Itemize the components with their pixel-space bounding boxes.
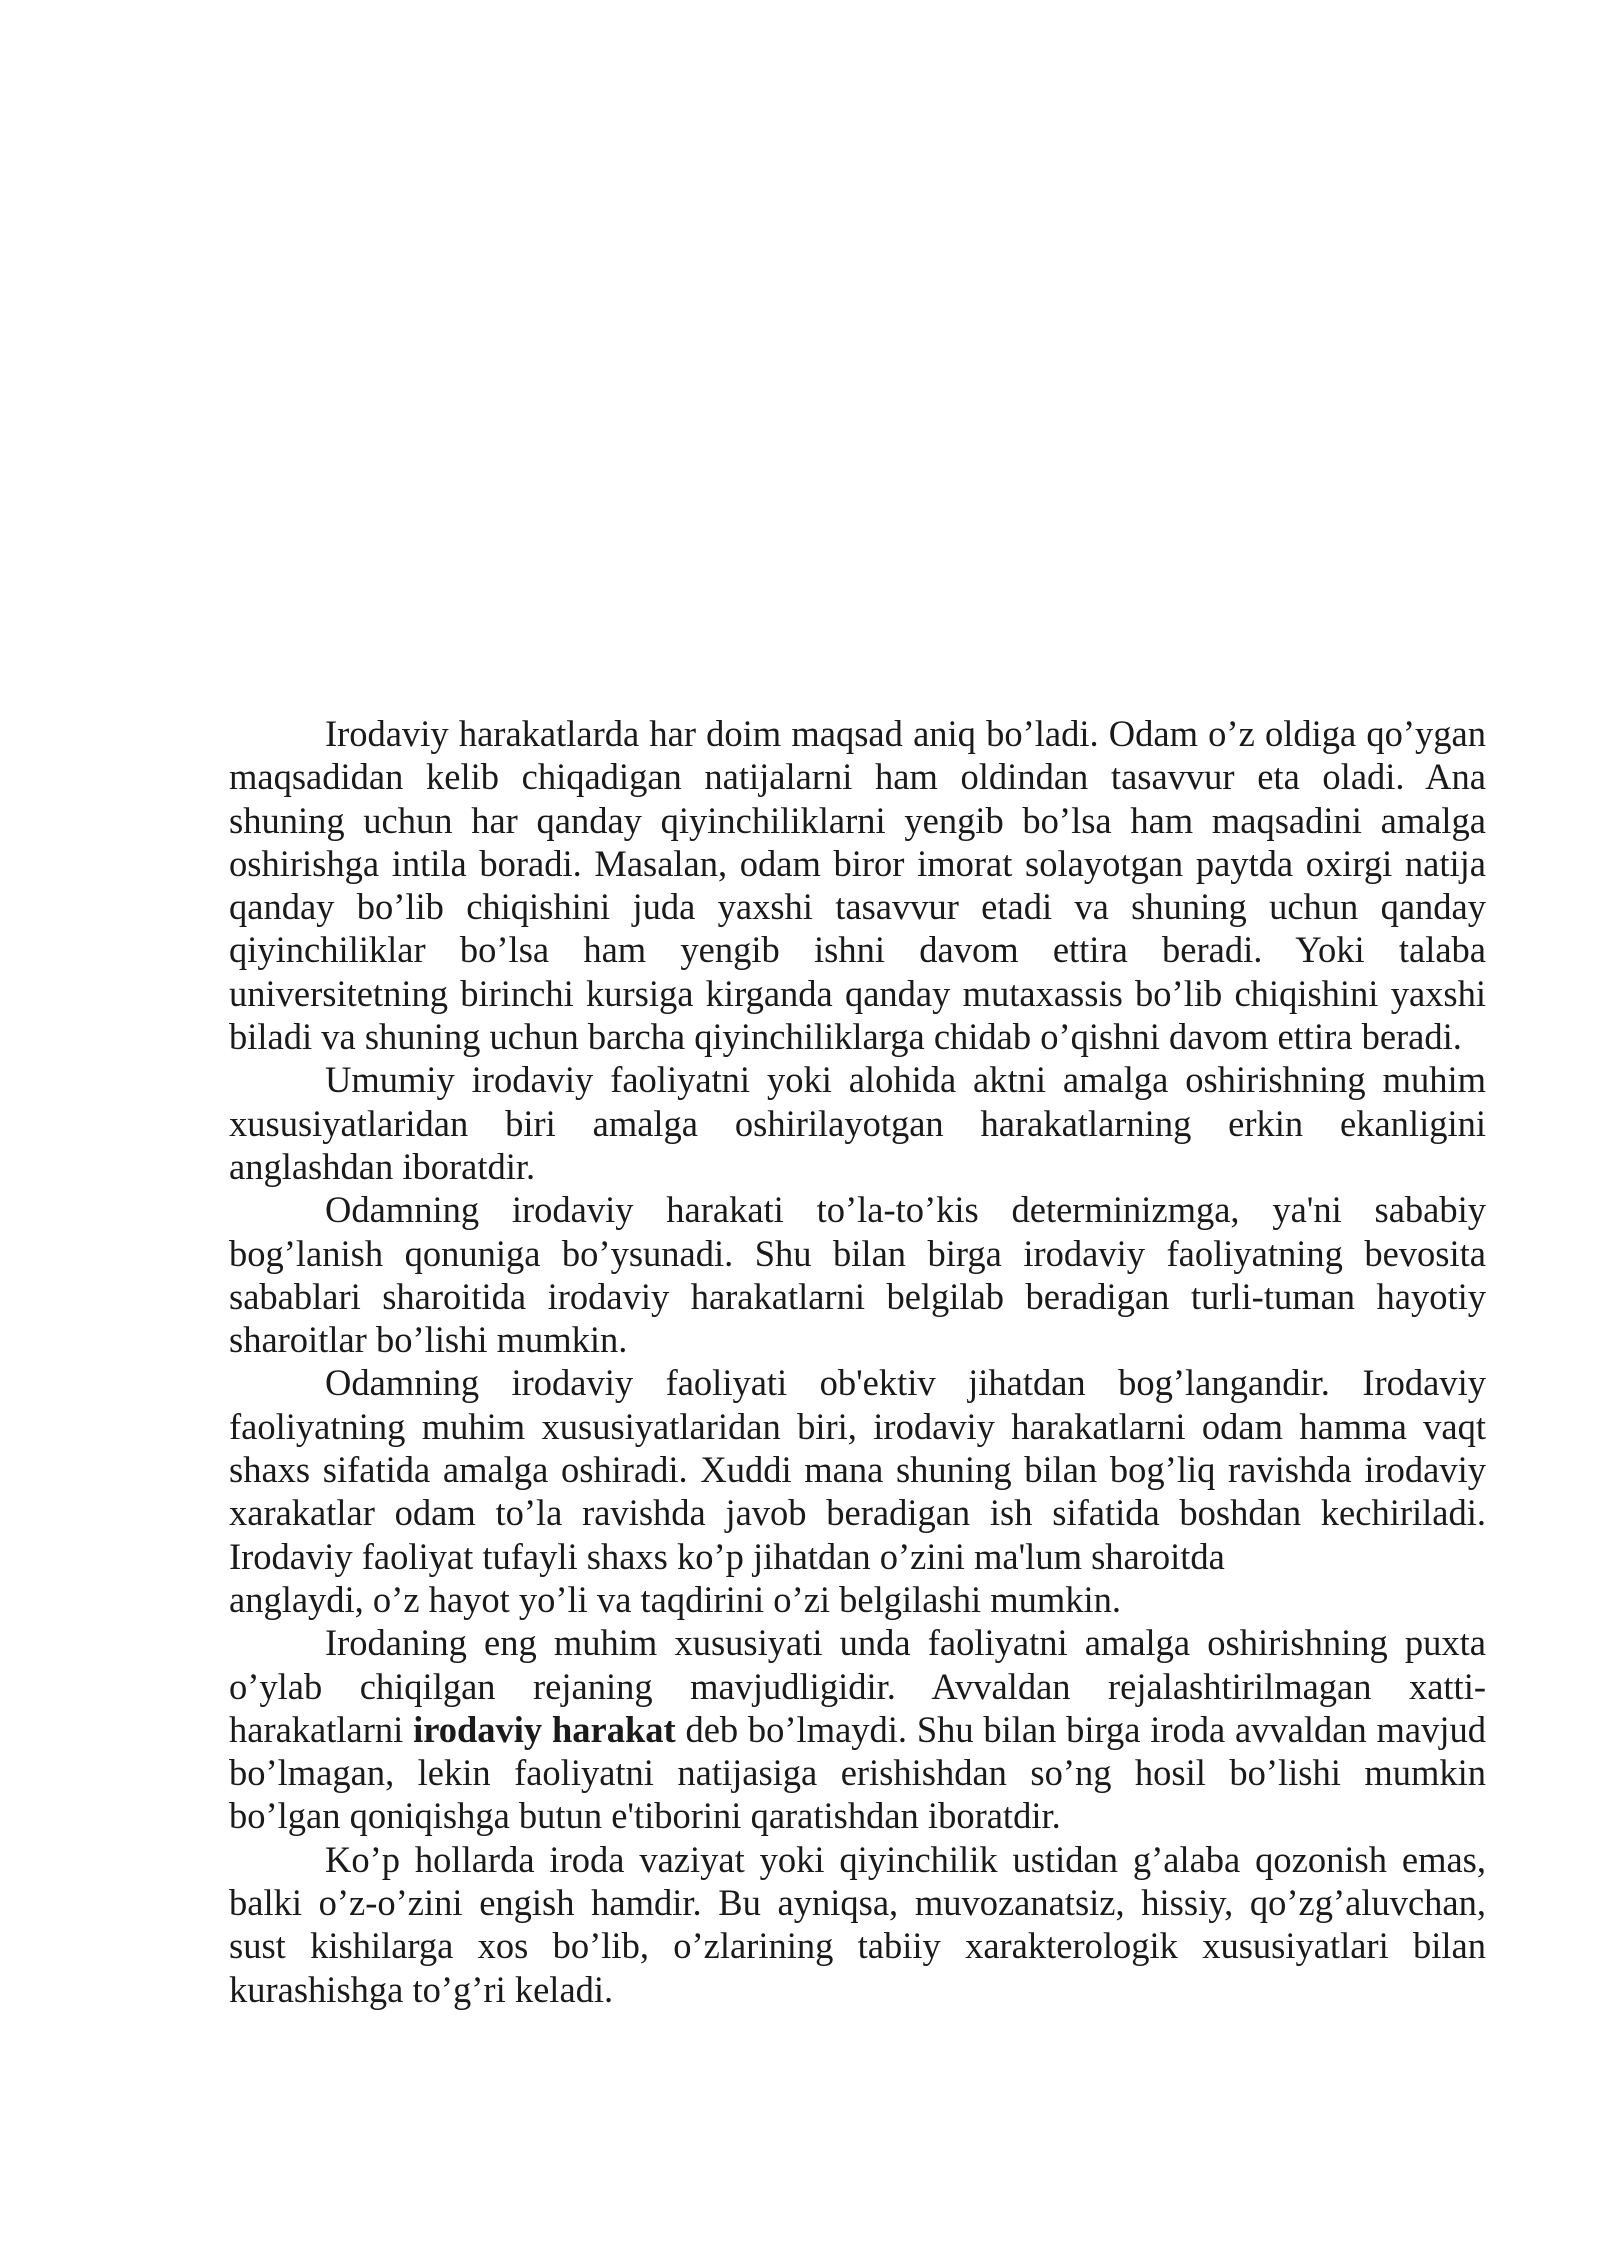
body-text	[229, 712, 1486, 2011]
paragraph-1-text: Irodaviy harakatlarda har doim maqsad aniq bo’ladi. Odam o’z oldiga qo’ygan maqsadidan kelib chiqadigan natijalarni ham oldindan tasavvur eta oladi. Ana shuning uchun har qanday qiyinchiliklarni yengib bo’lsa ham maqsadini amalga oshirishga intila boradi. Masalan, odam biror imorat solayotgan paytda oxirgi natija qanday bo’lib chiqishini juda yaxshi tasavvur etadi va shuning uchun qanday qiyinchiliklar bo’lsa ham yengib ishni davom ettira beradi. Yoki talaba universitetning birinchi kursiga kirganda qanday mutaxassis bo’lib chiqishini yaxshi biladi va shuning uchun barcha qiyinchiliklarga chidab o’qishni davom ettira beradi.	[229, 713, 1486, 1058]
paragraph-1	[229, 712, 1486, 1058]
paragraph-5-text-before: Irodaning eng muhim xususiyati unda faoliyatni amalga oshirishning puxta o’ylab chiqilgan rejaning mavjudligidir. Avvaldan rejalashtirilmagan xatti-harakatlarni	[229, 1622, 1486, 1750]
paragraph-3-text: Odamning irodaviy harakati to’la-to’kis determinizmga, ya'ni sababiy bog’lanish qonuniga bo’ysunadi. Shu bilan birga irodaviy faoliyatning bevosita sabablari sharoitida irodaviy harakatlarni belgilab beradigan turli-tuman hayotiy sharoitlar bo’lishi mumkin.	[229, 1189, 1486, 1361]
paragraph-3	[229, 1188, 1486, 1361]
paragraph-2	[229, 1058, 1486, 1188]
paragraph-5-text-after: deb bo’lmaydi. Shu bilan birga iroda avvaldan mavjud bo’lmagan, lekin faoliyatni natijasiga erishishdan so’ng hosil bo’lishi mumkin bo’lgan qoniqishga butun e'tiborini qaratishdan iboratdir.	[229, 1708, 1487, 1837]
paragraph-5-bold-term: irodaviy harakat	[413, 1708, 676, 1750]
paragraph-6	[229, 1838, 1486, 2011]
paragraph-2-text: Umumiy irodaviy faoliyatni yoki alohida aktni amalga oshirishning muhim xususiyatlaridan biri amalga oshirilayotgan harakatlarning erkin ekanligini anglashdan iboratdir.	[229, 1059, 1486, 1187]
paragraph-5	[229, 1621, 1486, 1837]
paragraph-4-text: Odamning irodaviy faoliyati ob'ektiv jihatdan bog’langandir. Irodaviy faoliyatning muhim xususiyatlaridan biri, irodaviy harakatlarni odam hamma vaqt shaxs sifatida amalga oshiradi. Xuddi mana shuning bilan bog’liq ravishda irodaviy xarakatlar odam to’la ravishda javob beradigan ish sifatida boshdan kechiriladi. Irodaviy faoliyat tufayli shaxs ko’p jihatdan o’zini ma'lum sharoitda	[229, 1362, 1486, 1577]
paragraph-4-tail: anglaydi, o’z hayot yo’li va taqdirini o’zi belgilashi mumkin.	[229, 1578, 1122, 1620]
paragraph-4	[229, 1361, 1486, 1621]
paragraph-6-text: Ko’p hollarda iroda vaziyat yoki qiyinchilik ustidan g’alaba qozonish emas, balki o’z-o’zini engish hamdir. Bu ayniqsa, muvozanatsiz, hissiy, qo’zg’aluvchan, sust kishilarga xos bo’lib, o’zlarining tabiiy xarakterologik xususiyatlari bilan kurashishga to’g’ri keladi.	[229, 1838, 1486, 2010]
